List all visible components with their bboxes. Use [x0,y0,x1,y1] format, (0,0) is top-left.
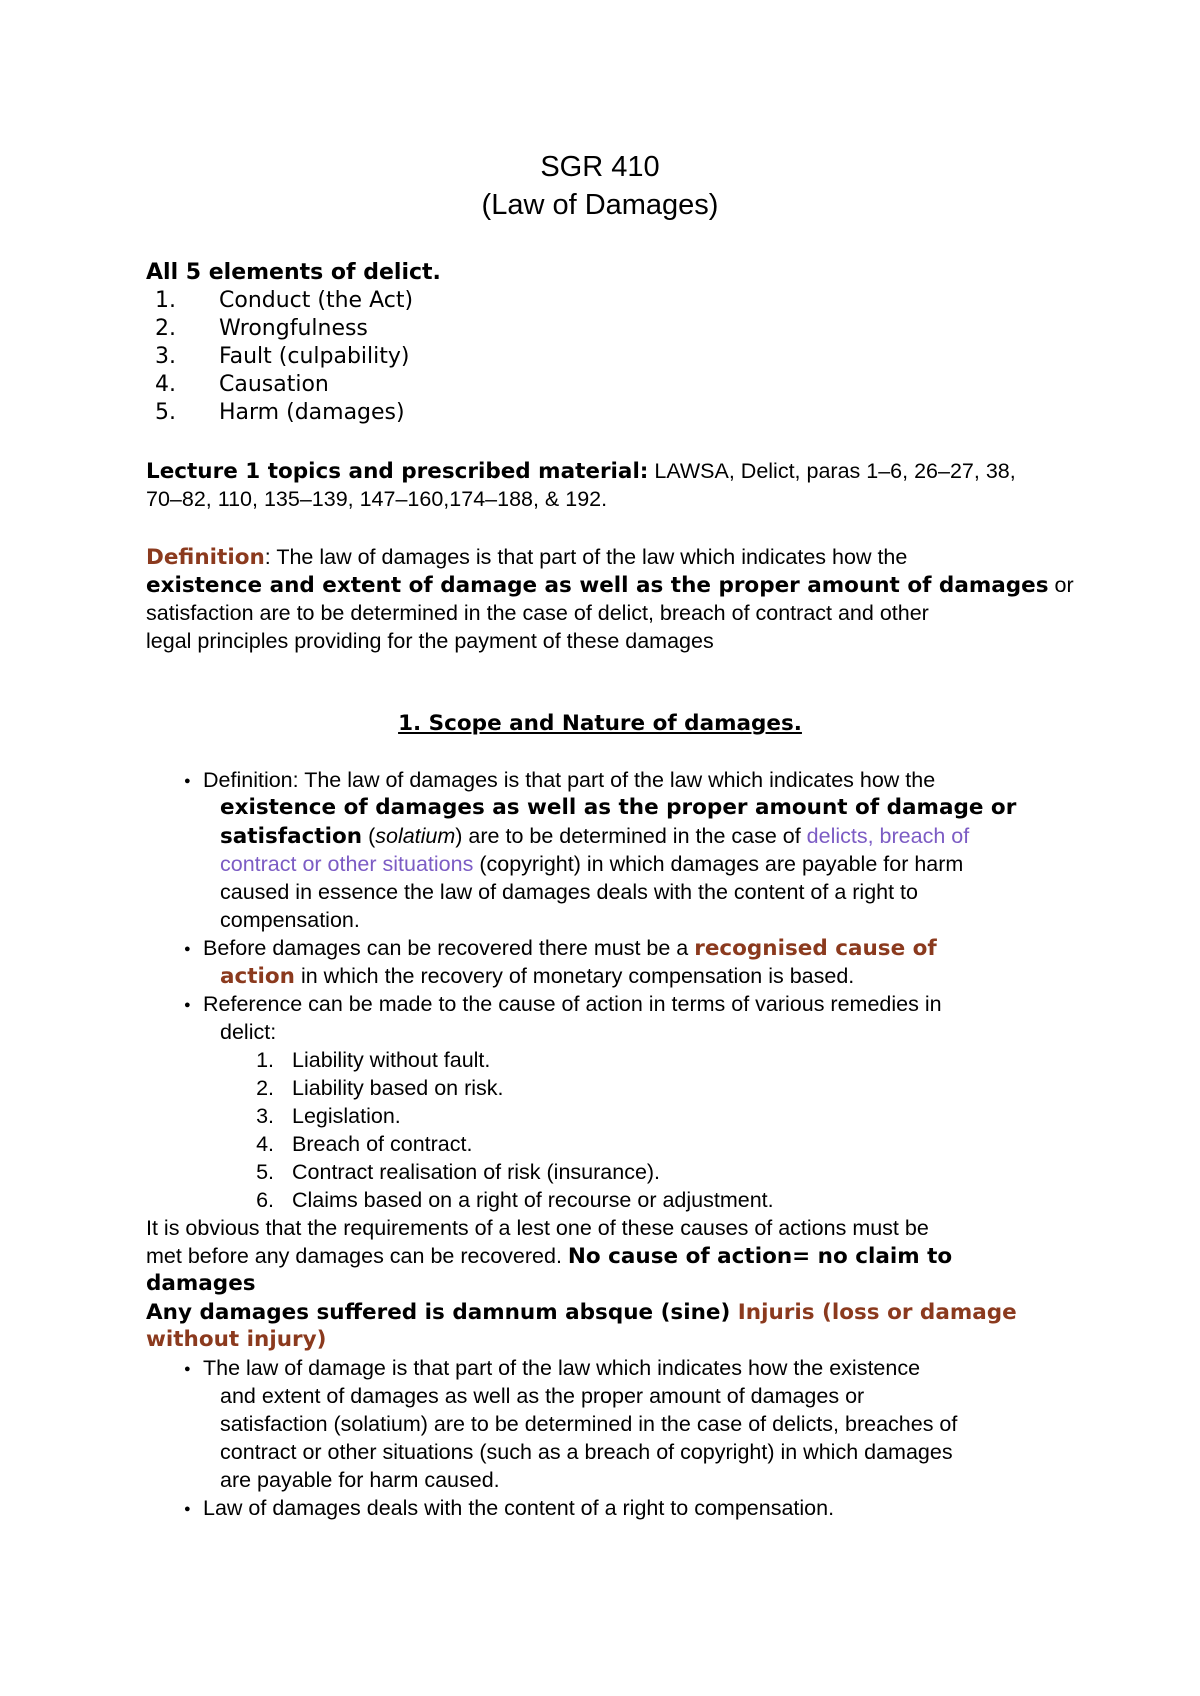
bullet-text: caused in essence the law of damages deals with the content of a right to [220,880,918,904]
damnum-line: without injury) [146,1327,327,1352]
bullet-text: The law of damage is that part of the law which indicates how the existence [203,1356,921,1380]
paragraph-text: damages [146,1271,256,1296]
bullet-text: Definition: The law of damages is that part of the law which indicates how the [203,768,936,792]
bold-text: No cause of action= no claim to [567,1244,953,1269]
element-number: 1. [155,288,176,313]
remedy-text: Breach of contract. [292,1132,473,1156]
remedy-number: 6. [256,1188,274,1212]
bullet-text: Reference can be made to the cause of action in terms of various remedies in [203,992,942,1016]
element-item [155,371,329,399]
remedy-text: Contract realisation of risk (insurance). [292,1160,661,1184]
bullet-icon: ● [184,1363,191,1375]
bold-text: satisfaction [220,824,363,849]
definition-label: Definition [146,545,265,570]
text: Before damages can be recovered there must be a [203,936,695,960]
text: met before any damages can be recovered. [146,1244,568,1268]
bullet-text: and extent of damages as well as the proper amount of damages or [220,1384,865,1408]
bullet-text: delict: [220,1020,277,1044]
lecture-line-2: 70–82, 110, 135–139, 147–160,174–188, & 192. [146,487,608,511]
bullet-text: compensation. [220,908,360,932]
text: in which the recovery of monetary compensation is based. [294,964,855,988]
remedy-item [238,1102,401,1130]
highlight-text: delicts, breach of [806,824,970,848]
bullet-icon: ● [184,1503,191,1515]
bullet-icon: ● [184,999,191,1011]
course-code: SGR 410 [540,151,660,183]
bullet-text: existence of damages as well as the proper amount of damage or [220,795,1017,820]
paragraph-text [146,1242,952,1271]
bullet-text: Law of damages deals with the content of a right to compensation. [203,1496,835,1520]
element-text: Wrongfulness [219,316,368,341]
highlight-text: contract or other situations [220,852,474,876]
definition-line [146,571,1074,600]
definition-line: legal principles providing for the payment of these damages [146,629,714,653]
definition-text: : The law of damages is that part of the law which indicates how the [264,545,908,569]
definition-line [146,543,907,572]
paragraph-text: It is obvious that the requirements of a lest one of these causes of actions must be [146,1216,929,1240]
element-item [155,315,368,343]
element-text: Causation [219,372,329,397]
bullet-text [220,962,854,991]
remedy-item [238,1186,774,1214]
remedy-number: 4. [256,1132,274,1156]
italic-text: solatium [375,824,456,848]
remedy-text: Legislation. [292,1104,401,1128]
remedy-text: Liability without fault. [292,1048,491,1072]
remedy-number: 5. [256,1160,274,1184]
bullet-text: contract or other situations (such as a breach of copyright) in which damages [220,1440,953,1464]
lecture-line [146,457,1016,486]
definition-bold: existence and extent of damage as well as the proper amount of damages [146,573,1049,598]
element-text: Fault (culpability) [219,344,410,369]
remedy-number: 3. [256,1104,274,1128]
element-text: Conduct (the Act) [219,288,414,313]
bullet-text: satisfaction (solatium) are to be determined in the case of delicts, breaches of [220,1412,958,1436]
damnum-line [146,1298,1017,1327]
highlight-text: action [220,964,295,989]
lecture-label: Lecture 1 topics and prescribed material: [146,459,649,484]
bold-text: Any damages suffered is damnum absque (sine) [146,1300,738,1325]
text: (copyright) in which damages are payable for harm [473,852,964,876]
element-item [155,399,405,427]
bullet-text [220,850,963,878]
remedy-item [238,1158,660,1186]
remedy-number: 2. [256,1076,274,1100]
lecture-text: LAWSA, Delict, paras 1–6, 26–27, 38, [648,459,1016,483]
bullet-text [220,822,969,851]
remedy-item [238,1046,490,1074]
section-heading: 1. Scope and Nature of damages. [398,711,802,736]
element-number: 3. [155,344,176,369]
text: ( [362,824,376,848]
element-item [155,287,413,315]
course-name: (Law of Damages) [481,189,719,221]
bullet-text [203,934,937,963]
definition-line: satisfaction are to be determined in the case of delict, breach of contract and other [146,601,929,625]
elements-heading: All 5 elements of delict. [146,260,441,285]
remedy-number: 1. [256,1048,274,1072]
definition-text: or [1048,573,1074,597]
highlight-text: Injuris (loss or damage [737,1300,1017,1325]
highlight-text: recognised cause of [694,936,937,961]
bullet-icon: ● [184,775,191,787]
element-item [155,343,410,371]
element-number: 2. [155,316,176,341]
bullet-text: are payable for harm caused. [220,1468,500,1492]
element-text: Harm (damages) [219,400,405,425]
remedy-text: Claims based on a right of recourse or adjustment. [292,1188,774,1212]
element-number: 4. [155,372,176,397]
remedy-text: Liability based on risk. [292,1076,504,1100]
element-number: 5. [155,400,176,425]
bullet-icon: ● [184,943,191,955]
text: ) are to be determined in the case of [455,824,807,848]
remedy-item [238,1074,504,1102]
remedy-item [238,1130,472,1158]
